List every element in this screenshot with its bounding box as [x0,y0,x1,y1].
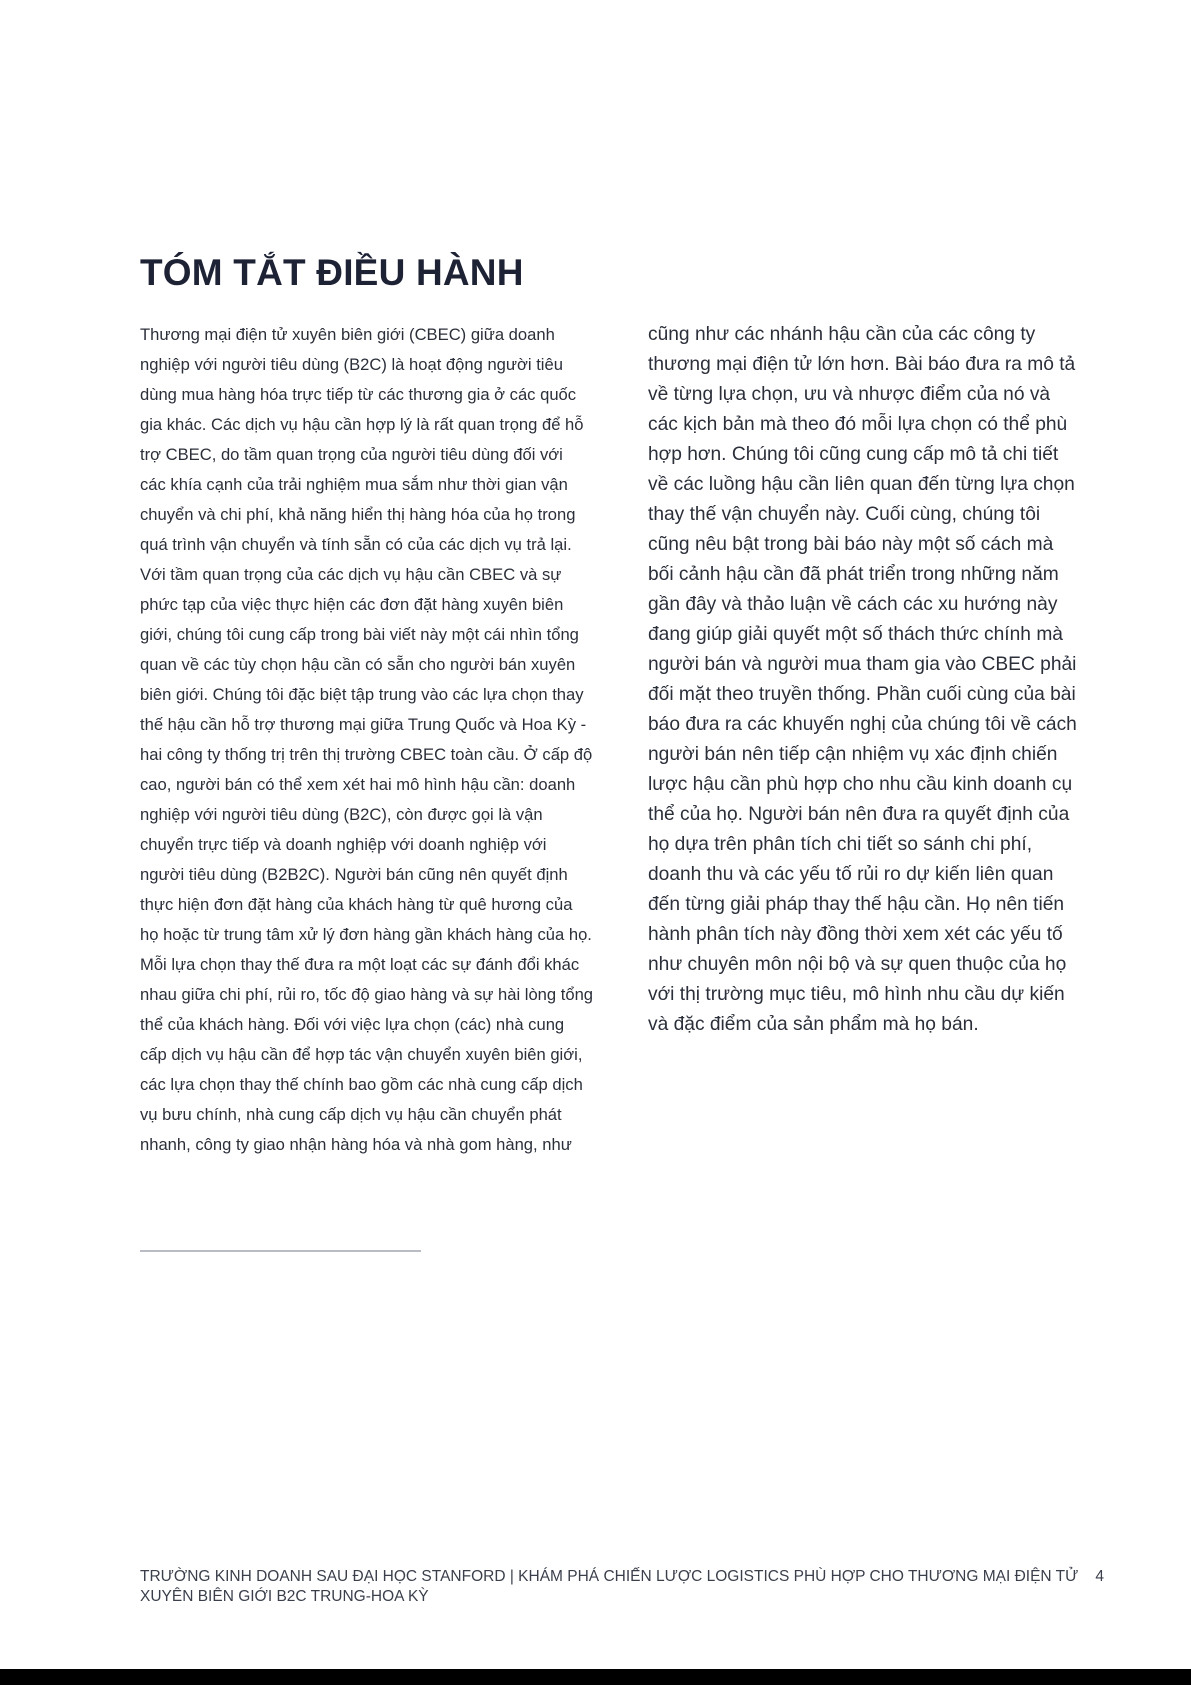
text-line: hợp hơn. Chúng tôi cũng cung cấp mô tả chi tiết [648,444,1059,465]
text-line: biên giới. Chúng tôi đặc biệt tập trung vào các lựa chọn thay [140,685,584,704]
text-line: thể của khách hàng. Đối với việc lựa chọn (các) nhà cung [140,1015,565,1034]
text-line: Mỗi lựa chọn thay thế đưa ra một loạt các sự đánh đổi khác [140,955,580,974]
text-line: quan về các tùy chọn hậu cần có sẵn cho người bán xuyên [140,655,576,674]
text-line: đối mặt theo truyền thống. Phần cuối cùng của bài [648,684,1076,705]
text-line: cũng như các nhánh hậu cần của các công ty [648,324,1036,345]
text-line: báo đưa ra các khuyến nghị của chúng tôi về cách [648,714,1077,735]
text-line: đang giúp giải quyết một số thách thức chính mà [648,624,1063,645]
text-line: thay thế vận chuyển này. Cuối cùng, chúng tôi [648,504,1041,525]
footer-text [140,1567,1090,1607]
text-line: người bán nên tiếp cận nhiệm vụ xác định chiến [648,744,1058,765]
footer-line: TRƯỜNG KINH DOANH SAU ĐẠI HỌC STANFORD | KHÁM PHÁ CHIẾN LƯỢC LOGISTICS PHÙ HỢP CHO THƯƠNG MẠI ĐIỆN TỬ [140,1568,1079,1585]
text-line: họ dựa trên phân tích chi tiết so sánh chi phí, [648,834,1033,855]
text-line: nghiệp với người tiêu dùng (B2C) là hoạt động người tiêu [140,355,563,374]
text-line: về từng lựa chọn, ưu và nhược điểm của nó và [648,384,1051,405]
text-line: thương mại điện tử lớn hơn. Bài báo đưa ra mô tả [648,354,1076,375]
text-line: thế hậu cần hỗ trợ thương mại giữa Trung Quốc và Hoa Kỳ - [140,715,587,734]
page-number: 4 [1095,1568,1104,1585]
text-line: nhanh, công ty giao nhận hàng hóa và nhà gom hàng, như [140,1135,572,1154]
text-line: bối cảnh hậu cần đã phát triển trong những năm [648,564,1059,585]
text-line: thực hiện đơn đặt hàng của khách hàng từ quê hương của [140,895,573,914]
text-line: Thương mại điện tử xuyên biên giới (CBEC) giữa doanh [140,325,555,344]
text-line: nghiệp với người tiêu dùng (B2C), còn được gọi là vận [140,805,543,824]
text-line: các lựa chọn thay thế chính bao gồm các nhà cung cấp dịch [140,1075,583,1094]
text-line: cấp dịch vụ hậu cần để hợp tác vận chuyển xuyên biên giới, [140,1045,583,1064]
footnote-divider [140,1250,421,1252]
text-line: lược hậu cần phù hợp cho nhu cầu kinh doanh cụ [648,774,1073,795]
text-line: thể của họ. Người bán nên đưa ra quyết định của [648,804,1070,825]
text-line: gần đây và thảo luận về cách các xu hướng này [648,594,1058,615]
text-line: doanh thu và các yếu tố rủi ro dự kiến liên quan [648,864,1054,885]
text-line: nhau giữa chi phí, rủi ro, tốc độ giao hàng và sự hài lòng tổng [140,985,594,1004]
text-line: người tiêu dùng (B2B2C). Người bán cũng nên quyết định [140,865,568,884]
text-line: hành phân tích này đồng thời xem xét các yếu tố [648,924,1063,945]
text-line: chuyển và chi phí, khả năng hiển thị hàng hóa của họ trong [140,505,576,524]
text-line: về các luồng hậu cần liên quan đến từng lựa chọn [648,474,1075,495]
text-line: và đặc điểm của sản phẩm mà họ bán. [648,1014,979,1035]
text-line: trợ CBEC, do tầm quan trọng của người tiêu dùng đối với [140,445,563,464]
text-line: cũng nêu bật trong bài báo này một số cách mà [648,534,1054,555]
left-text-column [140,320,640,1160]
footer-line: XUYÊN BIÊN GIỚI B2C TRUNG-HOA KỲ [140,1588,429,1605]
text-line: giới, chúng tôi cung cấp trong bài viết này một cái nhìn tổng [140,625,579,644]
text-line: với thị trường mục tiêu, mô hình nhu cầu dự kiến [648,984,1065,1005]
text-line: các khía cạnh của trải nghiệm mua sắm như thời gian vận [140,475,568,494]
page-footer [140,1567,1110,1607]
page-title: TÓM TẮT ĐIỀU HÀNH [140,252,524,293]
text-line: đến từng giải pháp thay thế hậu cần. Họ nên tiến [648,894,1065,915]
text-line: người bán và người mua tham gia vào CBEC phải [648,654,1077,675]
text-line: phức tạp của việc thực hiện các đơn đặt hàng xuyên biên [140,595,564,614]
right-text-column [648,320,1118,1040]
text-line: các kịch bản mà theo đó mỗi lựa chọn có thể phù [648,414,1068,435]
text-line: Với tầm quan trọng của các dịch vụ hậu cần CBEC và sự [140,565,562,584]
bottom-edge-bar [0,1669,1191,1685]
text-line: cao, người bán có thể xem xét hai mô hình hậu cần: doanh [140,775,576,794]
text-line: như chuyên môn nội bộ và sự quen thuộc của họ [648,954,1067,975]
text-line: chuyển trực tiếp và doanh nghiệp với doanh nghiệp với [140,835,547,854]
text-line: họ hoặc từ trung tâm xử lý đơn hàng gần khách hàng của họ. [140,925,592,944]
text-line: dùng mua hàng hóa trực tiếp từ các thương gia ở các quốc [140,385,577,404]
text-line: quá trình vận chuyển và tính sẵn có của các dịch vụ trả lại. [140,535,572,554]
text-line: gia khác. Các dịch vụ hậu cần hợp lý là rất quan trọng để hỗ [140,415,584,434]
text-line: vụ bưu chính, nhà cung cấp dịch vụ hậu cần chuyển phát [140,1105,562,1124]
text-line: hai công ty thống trị trên thị trường CBEC toàn cầu. Ở cấp độ [140,745,593,764]
